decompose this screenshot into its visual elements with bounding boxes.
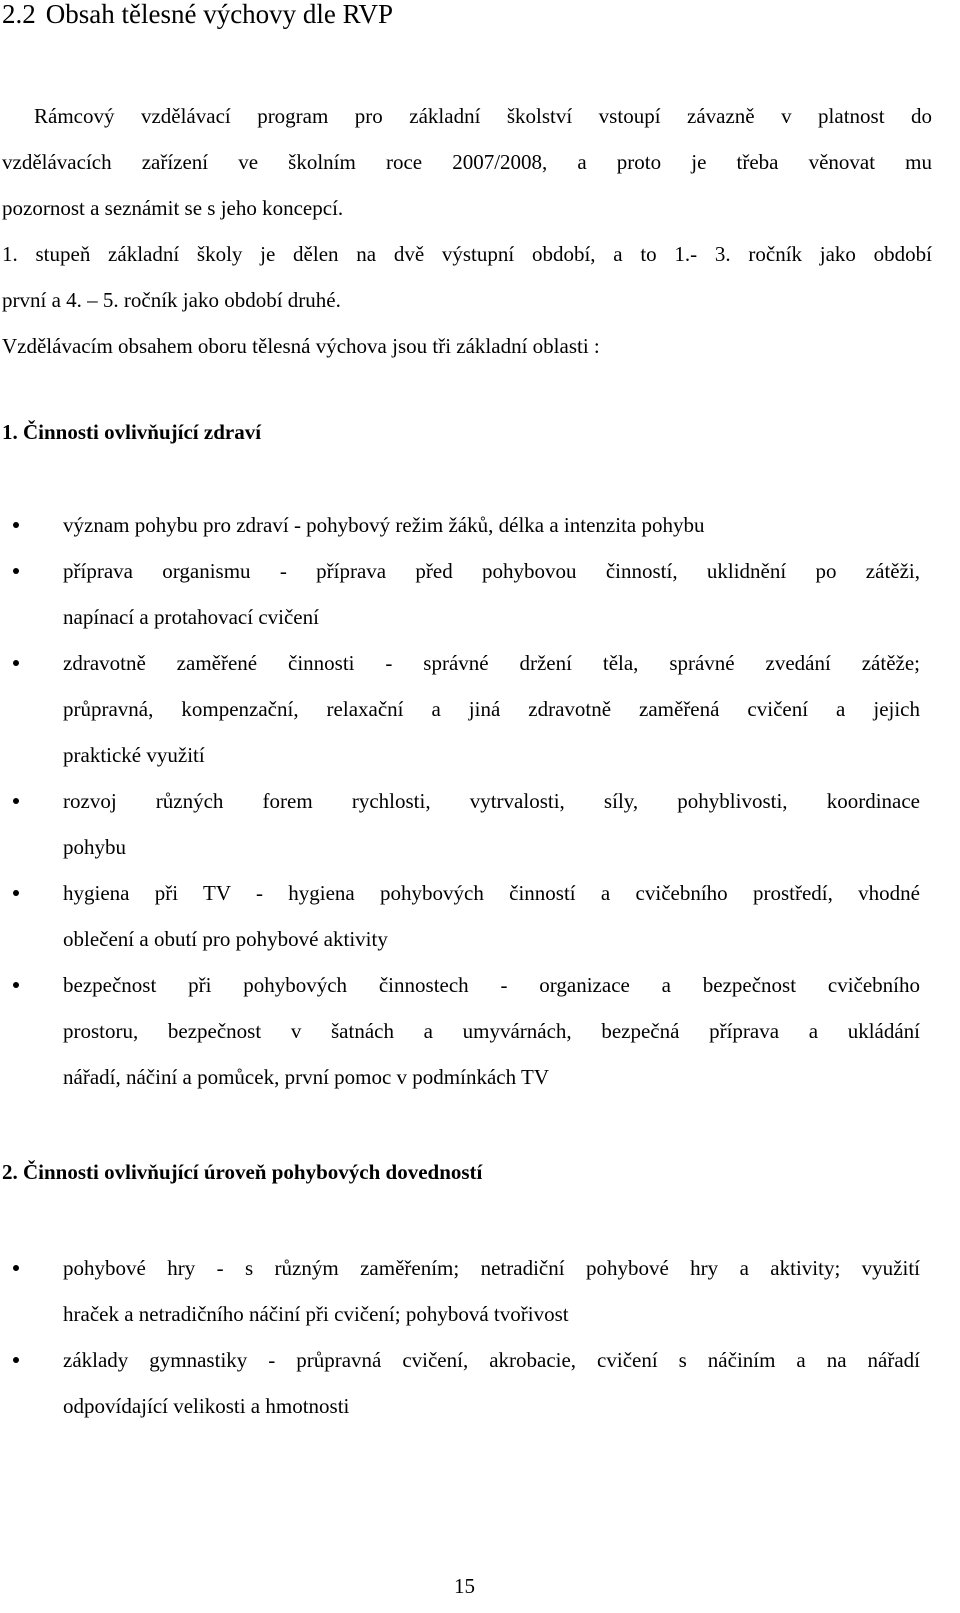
heading-title: Obsah tělesné výchovy dle RVP	[45, 0, 394, 29]
bullet-icon	[13, 890, 19, 896]
list-item-line: hraček a netradičního náčiní při cvičení; pohybová tvořivost	[63, 1302, 569, 1326]
list-item	[0, 870, 920, 962]
intro-line: první a 4. – 5. ročník jako období druhé.	[2, 288, 341, 312]
list-item-line: bezpečnost při pohybových činnostech - organizace a bezpečnost cvičebního	[63, 973, 920, 997]
list-item-line: základy gymnastiky - průpravná cvičení, akrobacie, cvičení s náčiním a na nářadí	[63, 1348, 920, 1372]
list-item	[0, 548, 920, 640]
list-item	[0, 502, 920, 548]
list-item-line: význam pohybu pro zdraví - pohybový režim žáků, délka a intenzita pohybu	[63, 513, 705, 537]
bullet-icon	[13, 1265, 19, 1271]
section-1-title: 1. Činnosti ovlivňující zdraví	[2, 420, 262, 444]
bullet-icon	[13, 568, 19, 574]
list-item-line: nářadí, náčiní a pomůcek, první pomoc v podmínkách TV	[63, 1065, 549, 1089]
intro-line: Rámcový vzdělávací program pro základní školství vstoupí závazně v platnost do	[34, 104, 932, 128]
section-heading	[2, 0, 393, 32]
list-item	[0, 778, 920, 870]
list-item-line: oblečení a obutí pro pohybové aktivity	[63, 927, 388, 951]
list-item-line: hygiena při TV - hygiena pohybových činností a cvičebního prostředí, vhodné	[63, 881, 920, 905]
intro-line: 1. stupeň základní školy je dělen na dvě výstupní období, a to 1.- 3. ročník jako období	[2, 242, 932, 266]
list-item-line: příprava organismu - příprava před pohybovou činností, uklidnění po zátěži,	[63, 559, 920, 583]
intro-line: pozornost a seznámit se s jeho koncepcí.	[2, 196, 344, 220]
intro-line: vzdělávacích zařízení ve školním roce 2007/2008, a proto je třeba věnovat mu	[2, 150, 932, 174]
list-item-line: průpravná, kompenzační, relaxační a jiná zdravotně zaměřená cvičení a jejich	[63, 697, 920, 721]
list-item-line: rozvoj různých forem rychlosti, vytrvalosti, síly, pohyblivosti, koordinace	[63, 789, 920, 813]
section-2-title: 2. Činnosti ovlivňující úroveň pohybových dovedností	[2, 1160, 483, 1184]
list-item-line: pohybu	[63, 835, 126, 859]
heading-number: 2.2	[2, 0, 36, 29]
bullet-icon	[13, 798, 19, 804]
list-item-line: praktické využití	[63, 743, 205, 767]
intro-line: Vzdělávacím obsahem oboru tělesná výchova jsou tři základní oblasti :	[2, 334, 600, 358]
page-number: 15	[454, 1574, 475, 1598]
bullet-icon	[13, 522, 19, 528]
bullet-icon	[13, 982, 19, 988]
list-item	[0, 1337, 920, 1429]
section-1-list	[0, 502, 920, 1100]
section-2-list	[0, 1245, 920, 1429]
intro-paragraph	[2, 93, 932, 369]
list-item	[0, 1245, 920, 1337]
list-item-line: napínací a protahovací cvičení	[63, 605, 319, 629]
bullet-icon	[13, 1357, 19, 1363]
list-item	[0, 640, 920, 778]
bullet-icon	[13, 660, 19, 666]
list-item-line: zdravotně zaměřené činnosti - správné držení těla, správné zvedání zátěže;	[63, 651, 920, 675]
list-item-line: prostoru, bezpečnost v šatnách a umyvárnách, bezpečná příprava a ukládání	[63, 1019, 920, 1043]
list-item	[0, 962, 920, 1100]
list-item-line: pohybové hry - s různým zaměřením; netradiční pohybové hry a aktivity; využití	[63, 1256, 920, 1280]
list-item-line: odpovídající velikosti a hmotnosti	[63, 1394, 350, 1418]
